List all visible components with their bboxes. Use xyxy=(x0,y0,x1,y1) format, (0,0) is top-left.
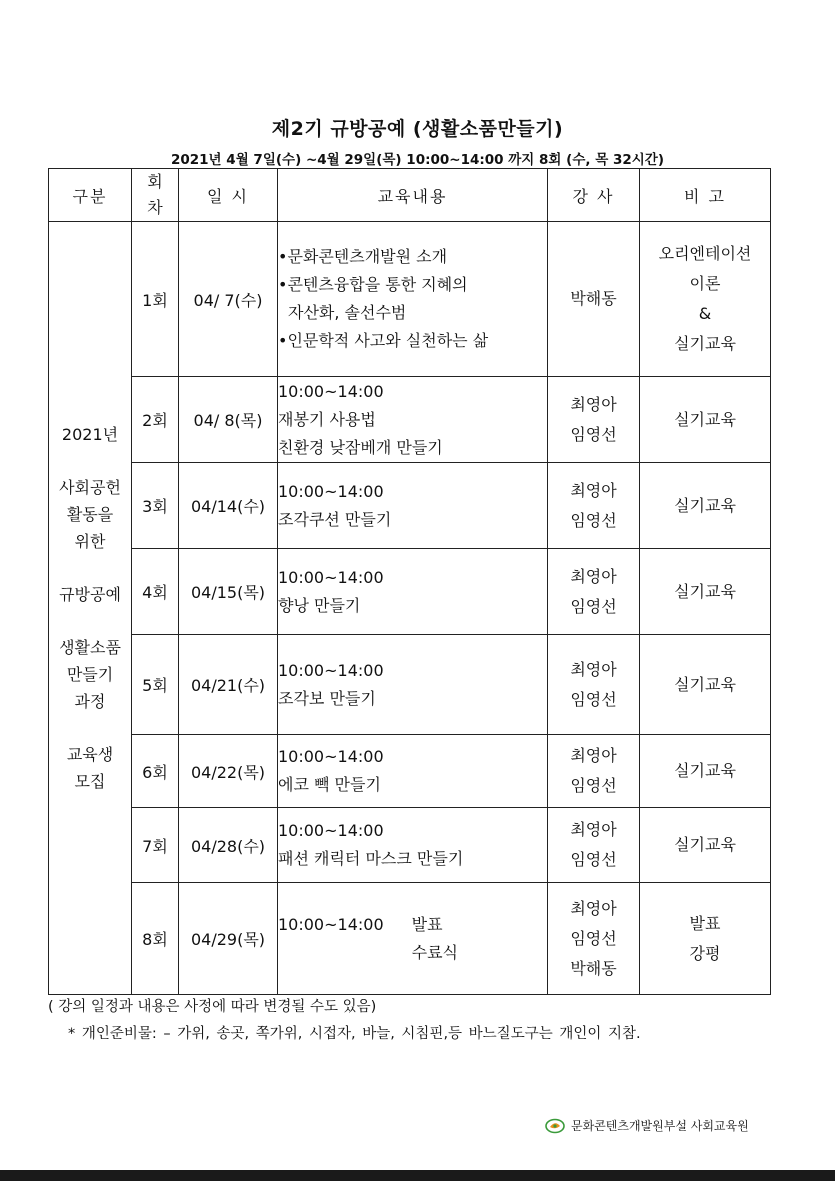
category-line: 위한 xyxy=(74,532,106,551)
header-date: 일 시 xyxy=(179,169,278,222)
category-line: 활동을 xyxy=(66,505,114,524)
note-cell: 실기교육 xyxy=(640,463,771,549)
note-line: 발표 xyxy=(689,913,721,933)
note-line: 실기교육 xyxy=(674,334,736,353)
content-line: 에코 빽 만들기 xyxy=(278,775,381,794)
instructor-name: 최영아 xyxy=(570,394,617,414)
instructor-cell xyxy=(548,377,640,463)
table-row xyxy=(49,549,771,635)
content-line: 10:00~14:00 xyxy=(278,747,384,766)
session-content xyxy=(278,883,548,995)
session-number: 5회 xyxy=(132,635,179,735)
content-line: 향낭 만들기 xyxy=(278,595,361,615)
schedule-change-note: ( 강의 일정과 내용은 사정에 따라 변경될 수도 있음) xyxy=(48,999,377,1015)
content-line: •문화콘텐츠개발원 소개 xyxy=(278,247,448,266)
content-line: 10:00~14:00 xyxy=(278,821,384,840)
instructor-name: 최영아 xyxy=(570,659,617,679)
content-line: 조각보 만들기 xyxy=(278,688,376,708)
content-line: 친환경 낮잠베개 만들기 xyxy=(278,437,443,457)
session-number: 6회 xyxy=(132,735,179,808)
bottom-bar xyxy=(0,1170,835,1181)
session-content xyxy=(278,463,548,549)
note-cell xyxy=(640,883,771,995)
category-line: 교육생 xyxy=(66,745,114,764)
content-line: •콘텐츠융합을 통한 지혜의 xyxy=(278,275,468,294)
schedule-summary: 2021년 4월 7일(수) ~4월 29일(목) 10:00~14:00 까지 8회 (수, 목 32시간) xyxy=(170,152,664,168)
session-content xyxy=(278,735,548,808)
note-cell: 실기교육 xyxy=(640,549,771,635)
session-content xyxy=(278,635,548,735)
content-time: 10:00~14:00 xyxy=(278,914,384,934)
session-content xyxy=(278,549,548,635)
header-category: 구분 xyxy=(49,169,132,222)
table-header-row xyxy=(49,169,771,222)
supplies-note: * 개인준비물: – 가위, 송곳, 쪽가위, 시접자, 바늘, 시침핀,등 바느질도구는 개인이 지참. xyxy=(68,1026,641,1042)
content-line: •인문학적 사고와 실천하는 삶 xyxy=(278,331,489,350)
table-row xyxy=(49,635,771,735)
content-line: 발표 xyxy=(411,914,443,934)
session-date: 04/29(목) xyxy=(179,883,278,995)
instructor-name: 최영아 xyxy=(570,898,617,918)
session-date: 04/ 7(수) xyxy=(179,222,278,377)
category-line: 규방공예 xyxy=(59,585,121,604)
header-session xyxy=(132,169,179,222)
instructor-name: 박해동 xyxy=(570,958,617,978)
instructor-name: 임영선 xyxy=(570,776,617,795)
instructor-name: 임영선 xyxy=(570,424,617,444)
content-line: 10:00~14:00 xyxy=(278,660,384,680)
category-line: 2021년 xyxy=(61,425,119,444)
session-content xyxy=(278,377,548,463)
content-line: 10:00~14:00 xyxy=(278,481,384,501)
note-cell: 실기교육 xyxy=(640,735,771,808)
header-content: 교육내용 xyxy=(278,169,548,222)
category-line: 사회공헌 xyxy=(59,478,121,497)
session-number: 3회 xyxy=(132,463,179,549)
instructor-name: 임영선 xyxy=(570,596,617,616)
session-content xyxy=(278,222,548,377)
instructor-name: 임영선 xyxy=(570,510,617,530)
instructor-cell xyxy=(548,463,640,549)
note-line: & xyxy=(698,304,712,323)
header-note: 비 고 xyxy=(640,169,771,222)
organization-name: 문화콘텐츠개발원부설 사회교육원 xyxy=(571,1119,749,1133)
instructor-name: 최영아 xyxy=(570,566,617,586)
table-row xyxy=(49,735,771,808)
table-row xyxy=(49,222,771,377)
content-line: 10:00~14:00 xyxy=(278,381,384,401)
note-line: 이론 xyxy=(689,274,721,293)
content-line: 10:00~14:00 xyxy=(278,567,384,587)
instructor-cell xyxy=(548,735,640,808)
note-cell: 실기교육 xyxy=(640,635,771,735)
content-line: 재봉기 사용법 xyxy=(278,409,376,429)
note-cell: 실기교육 xyxy=(640,377,771,463)
instructor-cell xyxy=(548,808,640,883)
note-cell xyxy=(640,222,771,377)
category-line: 만들기 xyxy=(66,665,114,684)
instructor-name: 최영아 xyxy=(570,820,617,839)
schedule-table xyxy=(48,168,771,995)
header-instructor: 강 사 xyxy=(548,169,640,222)
org-logo-icon xyxy=(545,1118,565,1134)
category-line: 생활소품 xyxy=(59,638,121,657)
instructor-cell xyxy=(548,883,640,995)
organization-footer xyxy=(545,1117,749,1134)
instructor-name: 최영아 xyxy=(570,746,617,765)
content-line: 수료식 xyxy=(411,942,458,962)
note-line: 강평 xyxy=(689,943,721,963)
session-date: 04/22(목) xyxy=(179,735,278,808)
session-date: 04/15(목) xyxy=(179,549,278,635)
session-date: 04/14(수) xyxy=(179,463,278,549)
session-date: 04/21(수) xyxy=(179,635,278,735)
instructor-name: 임영선 xyxy=(570,689,617,709)
session-content xyxy=(278,808,548,883)
header-session-line2: 차 xyxy=(147,198,163,217)
instructor-cell xyxy=(548,635,640,735)
note-line: 오리엔테이션 xyxy=(658,244,752,263)
session-date: 04/ 8(목) xyxy=(179,377,278,463)
category-line: 과정 xyxy=(74,692,106,711)
content-line: 조각쿠션 만들기 xyxy=(278,509,392,529)
header-session-line1: 회 xyxy=(147,172,163,191)
session-date: 04/28(수) xyxy=(179,808,278,883)
session-number: 7회 xyxy=(132,808,179,883)
table-row xyxy=(49,377,771,463)
session-number: 8회 xyxy=(132,883,179,995)
category-line: 모집 xyxy=(74,772,106,791)
session-number: 4회 xyxy=(132,549,179,635)
table-row xyxy=(49,463,771,549)
page-title: 제2기 규방공예 (생활소품만들기) xyxy=(271,118,564,140)
table-row xyxy=(49,808,771,883)
session-number: 2회 xyxy=(132,377,179,463)
note-cell: 실기교육 xyxy=(640,808,771,883)
session-number: 1회 xyxy=(132,222,179,377)
instructor-name: 임영선 xyxy=(570,850,617,869)
content-line: 패션 캐릭터 마스크 만들기 xyxy=(278,849,464,868)
instructor-cell xyxy=(548,549,640,635)
instructor-cell xyxy=(548,222,640,377)
instructor-name: 임영선 xyxy=(570,928,617,948)
content-line: 자산화, 솔선수범 xyxy=(288,303,407,322)
instructor-name: 최영아 xyxy=(570,480,617,500)
category-cell xyxy=(49,222,132,995)
table-row xyxy=(49,883,771,995)
instructor-name: 박해동 xyxy=(570,289,617,308)
